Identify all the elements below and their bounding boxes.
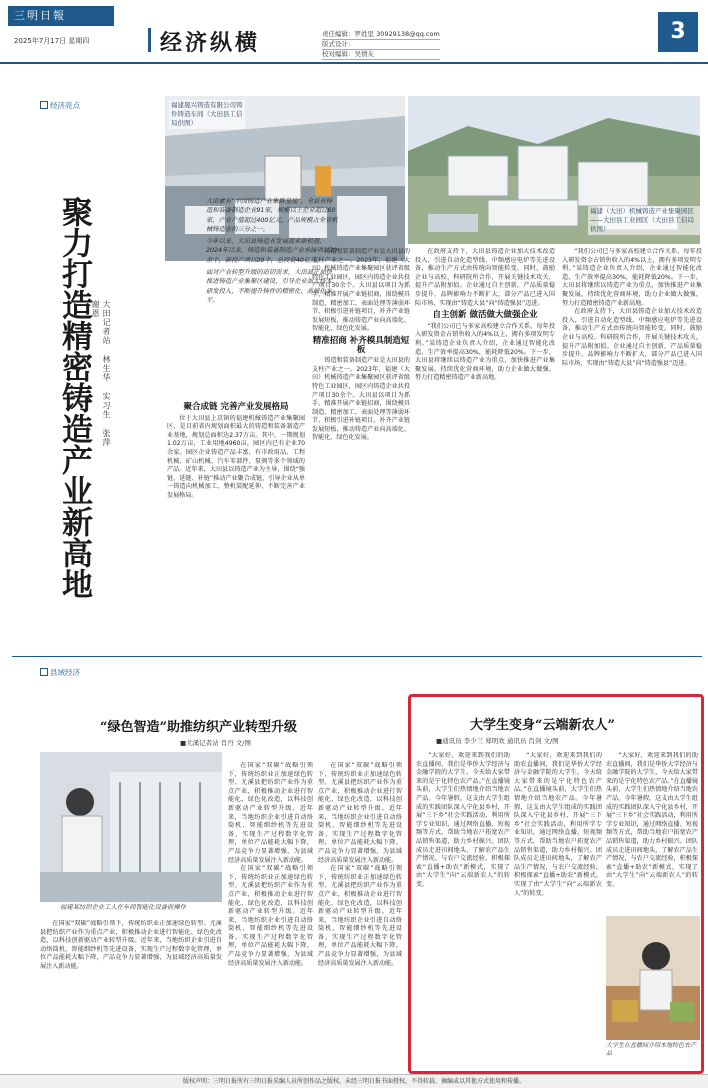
section-tag [40,667,80,678]
body-text: “我们公司已与多家高校建立合作关系，每年投入研发资金占销售收入的4%以上，拥有多项发明专利。”某铸造企业负责人介绍，企业通过智能化改造，生产效率提高30%，能耗降低20%。下一步，大田县将继续以铸造产业为重点，加快推进产业集聚发展，持续优化营商环境，助力企业做大做强，努力打造精密铸造产业新高地。 [562,248,702,307]
article-column [40,920,222,1070]
section-tag-label: 县域经济 [50,668,80,677]
section-title: 经济纵横 [160,26,260,57]
editor-line: 版式设计： [322,40,440,50]
section-tag [40,100,80,111]
body-text: 在政府支持下，大田县铸造企业加大技术改造投入，引进自动化造型线、中频感应电炉等先进设备，推动生产方式由传统向智能转变。同时，鼓励企业与高校、科研院所合作，开展关键技术攻关，提升产品附加值。企业通过自主创新，产品质量稳步提升，品牌影响力不断扩大，部分产品已进入国际市场，实现由“铸造大县”向“铸造强县”迈进。 [415,248,555,307]
industrial-park-photo [408,96,700,244]
body-text: “大家好，欢迎来到我们的助农直播间，我们是华侨大学经济与金融学院的大学生，今天给大家带来的是宁化特色农产品。”在直播镜头前，大学生们热情地介绍当地农产品。今年暑假，这支由大学生组成的实践团队深入宁化县乡村，开展“三下乡”社会实践活动，利用所学专业知识，通过网络直播、短视频等方式，帮助当地农户拓宽农产品销售渠道，助力乡村振兴。团队成员走进田间地头，了解农产品生产情况，与农户交流经验，积极探索“直播+助农”新模式，实现了由“大学生”向“云端新农人”的转变。 [416,752,510,888]
article-column [514,752,602,1064]
section-tag-label: 经济亮点 [50,101,80,110]
livestream-image [606,916,700,1040]
photo-caption: 福建某纺织企业工人在车间智能化设备前操作 [60,904,186,911]
article-headline: “绿色智造”助推纺织产业转型升级 [100,720,297,735]
article-byline: ■通讯员 李少兰 郑明欢 通讯员 肖剑 文/图 [436,737,559,745]
body-text: 铸造和装备制造产业是大田县的支柱产业之一。2023年，福建（大田）机械铸造产业集聚园区获评省级特色工业园区，园区内铸造企业共投产项目30余个。大田县以项目为抓手，精准开展产业链招商，围绕模具制造、精密加工、表面处理等薄弱环节，积极引进补链项目，补齐产业链发展短板，推动铸造产业向高端化、智能化、绿色化发展。 [312,357,410,442]
article-column [606,752,698,912]
textile-factory-photo [40,752,222,912]
photo-caption: 大学生在直播间介绍本地特色农产品 [606,1042,697,1057]
body-text: “大家好，欢迎来到我们的助农直播间，我们是华侨大学经济与金融学院的大学生，今天给大家带来的是宁化特色农产品。”在直播镜头前，大学生们热情地介绍当地农产品。今年暑假，这支由大学生组成的实践团队深入宁化县乡村，开展“三下乡”社会实践活动，利用所学专业知识，通过网络直播、短视频等方式，帮助当地农户拓宽农产品销售渠道，助力乡村振兴。团队成员走进田间地头，了解农产品生产情况，与农户交流经验，积极探索“直播+助农”新模式，实现了由“大学生”向“云端新农人”的转变。 [514,752,602,897]
lead-paragraph: 今年以来，大田县铸造业发展迎来新机遇，2024年以来，铸造和装备制造产业承接项目30余个，新投产项目20个，总投资40亿元。 [206,238,338,264]
textile-factory-image [40,752,222,902]
lead-paragraph: 面对产业转型升级的迫切需求，大田县正加快推进铸造产业集聚区建设，引导企业加大技术研发投入，不断提升铸件的精密化、高端化水平。 [206,269,332,304]
body-text: 铸造和装备制造产业是大田县的支柱产业之一。2023年，福建（大田）机械铸造产业集聚园区获评省级特色工业园区，园区内铸造企业共投产项目30余个。大田县以项目为抓手，精准开展产业链招商，围绕模具制造、精密加工、表面处理等薄弱环节，积极引进补链项目，补齐产业链发展短板，推动铸造产业向高端化、智能化、绿色化发展。 [312,248,410,333]
editor-line: 校对编辑：吴情友 [322,50,440,60]
editor-credits [322,30,440,60]
subheading: 自主创新 做活做大做强企业 [432,310,538,321]
body-text: “我们公司已与多家高校建立合作关系，每年投入研发资金占销售收入的4%以上，拥有多项发明专利。”某铸造企业负责人介绍，企业通过智能化改造，生产效率提高30%，能耗降低20%。下一步，大田县将继续以铸造产业为重点，加快推进产业集聚发展，持续优化营商环境，助力企业做大做强，努力打造精密铸造产业新高地。 [415,322,555,382]
body-text: 在国家“双碳”战略引领下，传统纺织业正加速绿色转型。尤溪县把纺织产业作为重点产业，积极推动企业进行智能化、绿色化改造，以科技创新驱动产业转型升级。近年来，当地纺织企业引进自动络筒机、智能细纱机等先进设备，实现生产过程数字化管理，单位产品能耗大幅下降，产品竞争力显著增强，为县域经济高质量发展注入新动能。 [40,920,222,970]
main-headline: 聚力打造精密铸造产业新高地 [56,196,92,599]
masthead [0,0,708,64]
photo-caption: 福建（大田）机械铸造产业集聚园区——大田县工业园区（大田县工信局供图） [588,206,700,235]
editor-line: 责任编辑：罗姓里 30929138@qq.com [322,30,440,38]
body-text: 位于大田县上京镇的福建机械铸造产业集聚园区，是目前省内规划面积最大的铸造和装备制造产业基地，规划总面积达2.37万亩。其中，一期规划1.02万亩，工业用地4960亩，园区内已有企业70余家。园区企业铸造产品丰富，有市政用品、工程机械、矿山机械、汽车零部件、泵阀等多个领域的产品。近年来，大田县以铸造产业为主导，围绕“强链、延链、补链”推动产业聚合成链，引导企业从单一铸造向机械加工、整机装配延伸，不断完善产业发展格局。 [167,414,305,499]
article-column [415,248,555,650]
page-number: 3 [658,12,698,52]
article-column [318,762,402,1070]
body-text: 在国家“双碳”战略引领下，传统纺织业正加速绿色转型。尤溪县把纺织产业作为重点产业，积极推动企业进行智能化、绿色化改造，以科技创新驱动产业转型升级。近年来，当地纺织企业引进自动络筒机、智能细纱机等先进设备，实现生产过程数字化管理，单位产品能耗大幅下降，产品竞争力显著增强，为县域经济高质量发展注入新动能。 [318,865,402,967]
square-icon [40,101,48,109]
article-byline: 大田记者站 林生华 实习生 张萍 谢恩 [91,300,111,447]
livestream-photo [606,916,700,1066]
article-byline: ■尤溪记者站 肖丹 文/图 [180,739,251,747]
section-divider [12,656,702,657]
lead-paragraph: 大田素有“中国铸造产业集群基地”，全县有铸造和装备制造企业91家，规模以上企业超过60家，产业产值超过400亿元，产品规模占全省机械铸造业的三分之一。 [206,198,338,233]
photo-caption: 福建晟兴铸造有限公司铸件铸造车间（大田县工信局供图） [169,100,245,129]
body-text: 在国家“双碳”战略引领下，传统纺织业正加速绿色转型。尤溪县把纺织产业作为重点产业，积极推动企业进行智能化、绿色化改造，以科技创新驱动产业转型升级。近年来，当地纺织企业引进自动络筒机、智能细纱机等先进设备，实现生产过程数字化管理，单位产品能耗大幅下降，产品竞争力显著增强，为县域经济高质量发展注入新动能。 [228,762,313,864]
body-text: “大家好，欢迎来到我们的助农直播间，我们是华侨大学经济与金融学院的大学生，今天给大家带来的是宁化特色农产品。”在直播镜头前，大学生们热情地介绍当地农产品。今年暑假，这支由大学生组成的实践团队深入宁化县乡村，开展“三下乡”社会实践活动，利用所学专业知识，通过网络直播、短视频等方式，帮助当地农户拓宽农产品销售渠道，助力乡村振兴。团队成员走进田间地头，了解农产品生产情况，与农户交流经验，积极探索“直播+助农”新模式，实现了由“大学生”向“云端新农人”的转变。 [606,752,698,888]
article-column [228,762,313,1070]
square-icon [40,668,48,676]
body-text: 在政府支持下，大田县铸造企业加大技术改造投入，引进自动化造型线、中频感应电炉等先进设备，推动生产方式由传统向智能转变。同时，鼓励企业与高校、科研院所合作，开展关键技术攻关，提升产品附加值。企业通过自主创新，产品质量稳步提升，品牌影响力不断扩大，部分产品已进入国际市场，实现由“铸造大县”向“铸造强县”迈进。 [562,308,702,367]
body-text: 在国家“双碳”战略引领下，传统纺织业正加速绿色转型。尤溪县把纺织产业作为重点产业，积极推动企业进行智能化、绿色化改造，以科技创新驱动产业转型升级。近年来，当地纺织企业引进自动络筒机、智能细纱机等先进设备，实现生产过程数字化管理，单位产品能耗大幅下降，产品竞争力显著增强，为县域经济高质量发展注入新动能。 [228,865,313,967]
newspaper-logo: 三明日報 [8,6,114,26]
subheading: 精准招商 补齐模具制造短板 [312,335,410,355]
body-text: 在国家“双碳”战略引领下，传统纺织业正加速绿色转型。尤溪县把纺织产业作为重点产业，积极推动企业进行智能化、绿色化改造，以科技创新驱动产业转型升级。近年来，当地纺织企业引进自动络筒机、智能细纱机等先进设备，实现生产过程数字化管理，单位产品能耗大幅下降，产品竞争力显著增强，为县域经济高质量发展注入新动能。 [318,762,402,864]
subheading: 聚合成链 完善产业发展格局 [183,402,289,412]
article-headline: 大学生变身“云端新农人” [470,718,615,733]
article-column [562,248,702,650]
copyright-footer: 版权声明：三明日报所有三明日报采编人员所创作品之版权，未经三明日报书面授权，不得转载、摘编或以其他方式使用和传播。 [0,1074,708,1088]
article-column [312,248,410,650]
issue-date: 2025年7月17日 星期四 [14,37,90,45]
article-column [416,752,510,1064]
article-column [167,400,305,650]
